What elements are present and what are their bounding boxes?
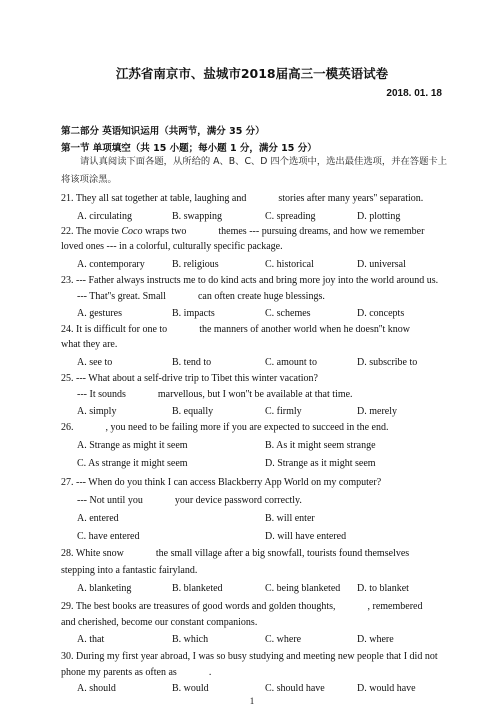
- q25-option-a: A. simply: [77, 406, 117, 417]
- q30-option-b: B. would: [172, 683, 209, 694]
- q30-option-a: A. should: [77, 683, 116, 694]
- instructions: 请认真阅读下面各题，从所给的 A、B、C、D 四个选项中，选出最佳选项，并在答题卡上将该项涂黑。: [61, 156, 447, 185]
- exam-title: 江苏省南京市、盐城市2018届高三一模英语试卷: [115, 66, 389, 81]
- q22-text-d: loved ones --- in a colorful, culturally specific package.: [61, 241, 283, 252]
- q23-option-a: A. gestures: [77, 308, 122, 319]
- q25-option-d: D. merely: [357, 406, 397, 417]
- q28-text-c: stepping into a fantastic fairyland.: [61, 565, 198, 576]
- q24-text-a: 24. It is difficult for one to: [61, 324, 168, 335]
- q21-text-b: stories after many years'' separation.: [278, 193, 424, 204]
- q22-option-d: D. universal: [357, 259, 406, 270]
- q23-option-b: B. impacts: [172, 308, 215, 319]
- part-heading: 第二部分 英语知识运用（共两节，满分 35 分）: [61, 126, 265, 137]
- q30-line-2: [61, 667, 211, 678]
- q29-option-b: B. which: [172, 634, 209, 645]
- q27-option-d: D. will have entered: [265, 531, 347, 542]
- q28-text-b: the small village after a big snowfall, tourists found themselves: [155, 548, 410, 559]
- question-25: 25. --- What about a self-drive trip to Tibet this winter vacation?: [61, 373, 318, 384]
- q25-option-c: C. firmly: [265, 406, 302, 417]
- q30-option-c: C. should have: [265, 683, 325, 694]
- q25-option-b: B. equally: [172, 406, 214, 417]
- q24-option-b: B. tend to: [172, 357, 212, 368]
- q29-option-c: C. where: [265, 634, 302, 645]
- q28-option-b: B. blanketed: [172, 583, 223, 594]
- q27-reply: [77, 495, 302, 506]
- q22-text-c: themes --- pursuing dreams, and how we remember: [218, 226, 425, 237]
- q22-option-c: C. historical: [265, 259, 314, 270]
- q22-option-b: B. religious: [172, 259, 219, 270]
- q23-text-c: can often create huge blessings.: [197, 291, 325, 302]
- q27-option-a: A. entered: [77, 513, 119, 524]
- q28-text-a: 28. White snow: [61, 548, 124, 559]
- question-28: [61, 548, 409, 559]
- q24-text-b: the manners of another world when he doesn''t know: [199, 324, 410, 335]
- q23-option-d: D. concepts: [357, 308, 405, 319]
- section-heading: 第一节 单项填空（共 15 小题；每小题 1 分，满分 15 分）: [61, 143, 317, 154]
- q26-number: 26.: [61, 422, 74, 433]
- q30-text-b: phone my parents as often as: [61, 667, 177, 678]
- question-26: [61, 422, 388, 433]
- question-24: [61, 324, 410, 335]
- q28-option-d: D. to blanket: [357, 583, 409, 594]
- q21-option-c: C. spreading: [265, 211, 316, 222]
- q29-text-b: , remembered: [367, 601, 423, 612]
- question-21: [61, 193, 423, 204]
- q27-text-b: --- Not until you: [77, 495, 143, 506]
- question-23: 23. --- Father always instructs me to do kind acts and bring more joy into the world around us.: [61, 275, 439, 286]
- q22-option-a: A. contemporary: [77, 259, 145, 270]
- question-27: 27. --- When do you think I can access Blackberry App World on my computer?: [61, 477, 382, 488]
- question-29: [61, 601, 422, 612]
- q23-text-b: --- That''s great. Small: [77, 291, 166, 302]
- exam-date: 2018. 01. 18: [386, 88, 442, 99]
- q21-option-a: A. circulating: [77, 211, 132, 222]
- q30-text-c: .: [208, 667, 212, 678]
- q26-option-b: B. As it might seem strange: [265, 440, 376, 451]
- q27-option-b: B. will enter: [265, 513, 315, 524]
- q29-option-d: D. where: [357, 634, 394, 645]
- q24-option-a: A. see to: [77, 357, 113, 368]
- q27-text-c: your device password correctly.: [174, 495, 302, 506]
- q24-option-c: C. amount to: [265, 357, 317, 368]
- q26-option-a: A. Strange as might it seem: [77, 440, 188, 451]
- q24-option-d: D. subscribe to: [357, 357, 418, 368]
- q24-text-c: what they are.: [61, 339, 118, 350]
- q23-option-c: C. schemes: [265, 308, 311, 319]
- q26-option-d: D. Strange as it might seem: [265, 458, 376, 469]
- q25-text-c: marvellous, but I won''t be available at that time.: [157, 389, 353, 400]
- question-22: [61, 226, 424, 237]
- q27-option-c: C. have entered: [77, 531, 140, 542]
- q25-text-b: --- It sounds: [77, 389, 126, 400]
- q25-reply: [77, 389, 353, 400]
- q28-option-a: A. blanketing: [77, 583, 132, 594]
- page-number: 1: [249, 696, 255, 706]
- q28-option-c: C. being blanketed: [265, 583, 341, 594]
- q21-option-b: B. swapping: [172, 211, 222, 222]
- q30-option-d: D. would have: [357, 683, 416, 694]
- q22-text-a: 22. The movie: [61, 226, 122, 237]
- q26-text: , you need to be failing more if you are expected to succeed in the end.: [105, 422, 389, 433]
- q29-text-c: and cherished, become our constant companions.: [61, 617, 258, 628]
- q22-movie-title: Coco: [121, 226, 143, 237]
- q21-text-a: 21. They all sat together at table, laughing and: [61, 193, 247, 204]
- q26-option-c: C. As strange it might seem: [77, 458, 188, 469]
- question-30: 30. During my first year abroad, I was so busy studying and meeting new people that I did not: [61, 651, 438, 662]
- q23-reply: [77, 291, 325, 302]
- q29-text-a: 29. The best books are treasures of good words and golden thoughts,: [61, 601, 336, 612]
- q21-option-d: D. plotting: [357, 211, 401, 222]
- q22-text-b: wraps two: [142, 226, 187, 237]
- q29-option-a: A. that: [77, 634, 105, 645]
